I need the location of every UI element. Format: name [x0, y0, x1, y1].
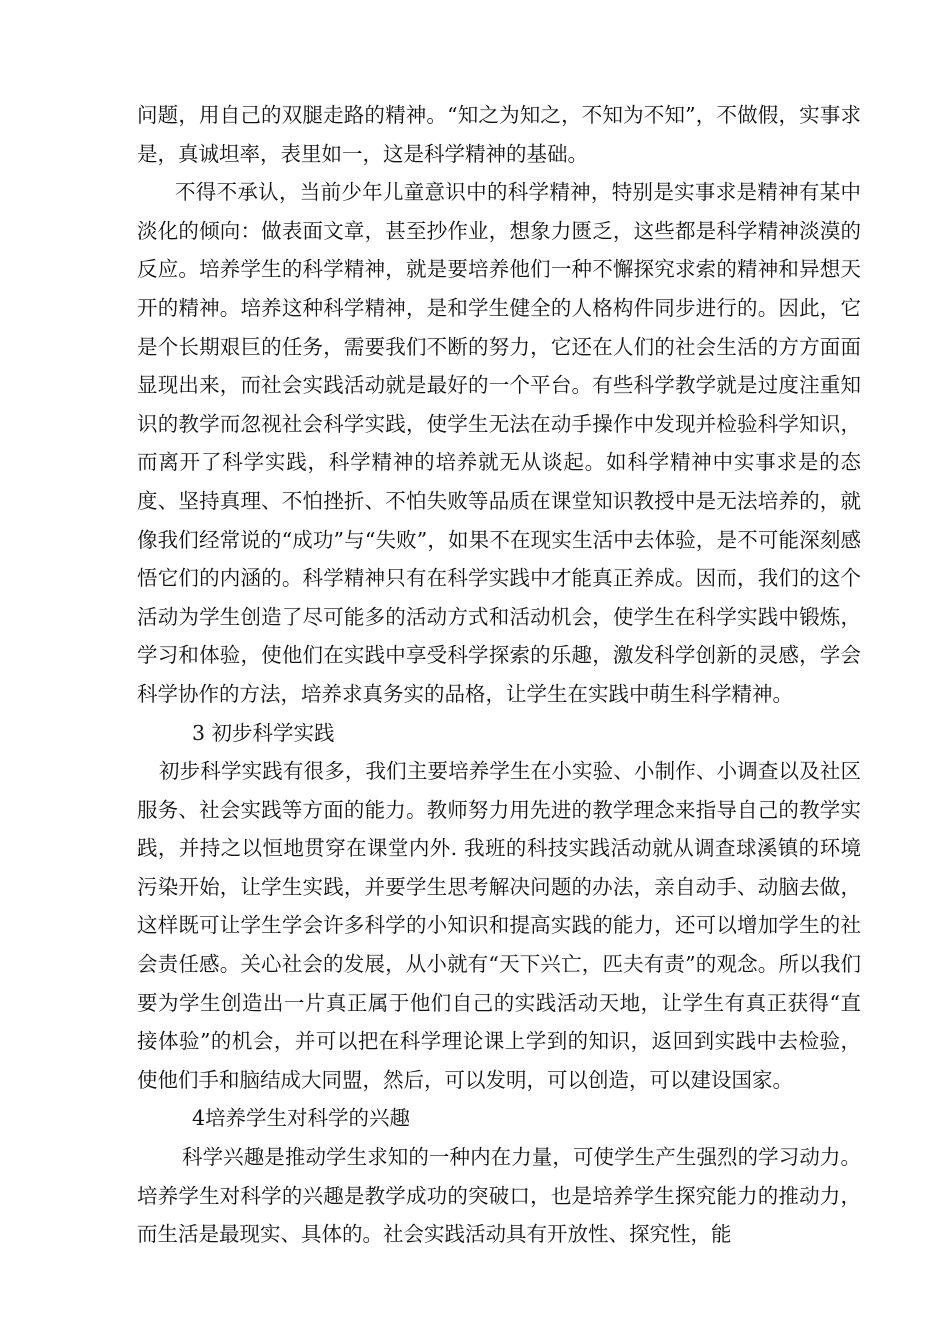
paragraph-science-practice: 初步科学实践有很多，我们主要培养学生在小实验、小制作、小调查以及社区服务、社会实践等方面的能力。教师努力用先进的教学理念来指导自己的教学实践，并持之以恒地贯穿在课堂内外. 我班的科技实践活动就从调查球溪镇的环境污染开始，让学生实践，并要学生思考解决问题的办法，亲自动手、动脑去做，这样既可让学生学会许多科学的小知识和提高实践的能力，还可以增加学生的社会责任感。关心社会的发展，从小就有“天下兴亡，匹夫有责”的观念。所以我们要为学生创造出一片真正属于他们自己的实践活动天地，让学生有真正获得“直接体验”的机会，并可以把在科学理论课上学到的知识，返回到实践中去检验，使他们手和脑结成大同盟，然后，可以发明，可以创造，可以建设国家。 [137, 759, 861, 1092]
document-page [137, 96, 861, 1254]
section-heading-4: 4培养学生对科学的兴趣 [192, 1106, 411, 1131]
paragraph-science-spirit-cultivation: 不得不承认，当前少年儿童意识中的科学精神，特别是实事求是精神有某中淡化的倾向：做表面文章，甚至抄作业，想象力匮乏，这些都是科学精神淡漠的反应。培养学生的科学精神，就是要培养他们一种不懈探究求索的精神和异想天开的精神。培养这种科学精神，是和学生健全的人格构件同步进行的。因此，它是个长期艰巨的任务，需要我们不断的努力，它还在人们的社会生活的方方面面显现出来，而社会实践活动就是最好的一个平台。有些科学教学就是过度注重知识的教学而忽视社会科学实践，使学生无法在动手操作中发现并检验科学知识，而离开了科学实践，科学精神的培养就无从谈起。如科学精神中实事求是的态度、坚持真理、不怕挫折、不怕失败等品质在课堂知识教授中是无法培养的，就像我们经常说的“成功”与“失败”，如果不在现实生活中去体验，是不可能深刻感悟它们的内涵的。科学精神只有在科学实践中才能真正养成。因而，我们的这个活动为学生创造了尽可能多的活动方式和活动机会，使学生在科学实践中锻炼，学习和体验，使他们在实践中享受科学探索的乐趣，激发科学创新的灵感，学会科学协作的方法，培养求真务实的品格，让学生在实践中萌生科学精神。 [137, 180, 861, 706]
paragraph-science-interest: 科学兴趣是推动学生求知的一种内在力量，可使学生产生强烈的学习动力。培养学生对科学的兴趣是教学成功的突破口，也是培养学生探究能力的推动力，而生活是最现实、具体的。社会实践活动具有开放性、探究性，能 [137, 1145, 861, 1247]
section-heading-3: 3 初步科学实践 [192, 720, 335, 745]
paragraph-science-spirit-basis: 问题，用自己的双腿走路的精神。“知之为知之，不知为不知”，不做假，实事求是，真诚坦率，表里如一，这是科学精神的基础。 [137, 103, 861, 166]
